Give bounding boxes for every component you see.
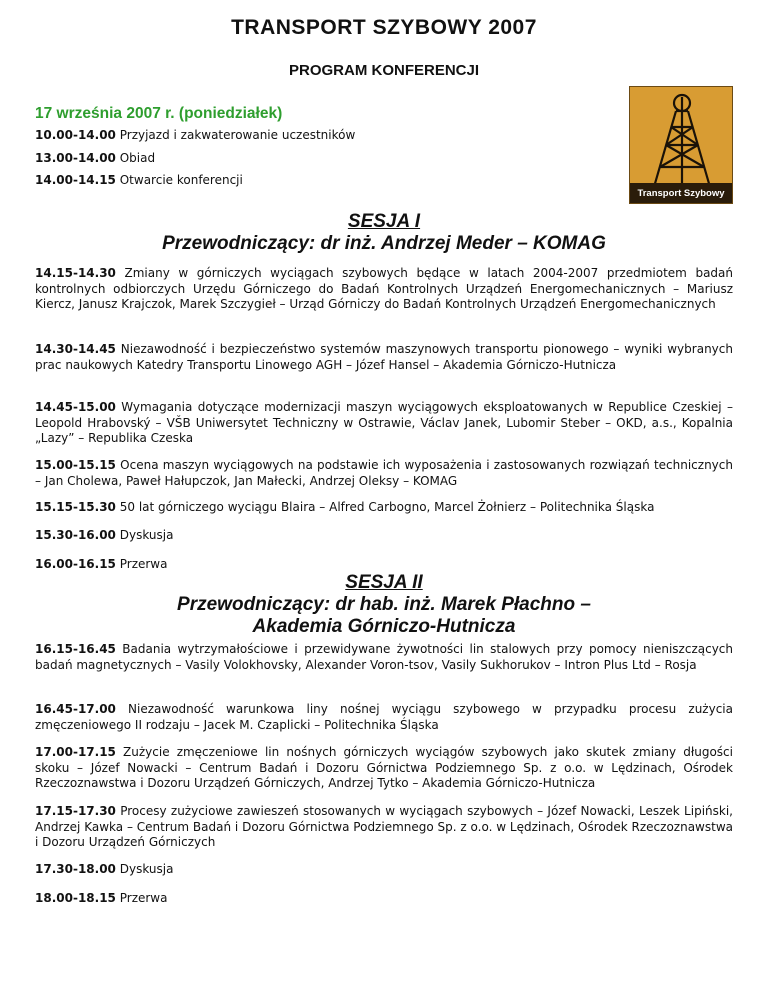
opening-schedule	[35, 128, 595, 196]
session-1-item	[35, 458, 733, 489]
session-2-item	[35, 702, 733, 733]
text: Ocena maszyn wyciągowych na podstawie ich wyposażenia i zastosowanych rozwiązań technicznych – Jan Cholewa, Paweł Hałupczok, Jan Małecki, Andrzej Oleksy – KOMAG	[35, 458, 733, 488]
time: 15.00-15.15	[35, 458, 116, 472]
session-1-item	[35, 528, 733, 544]
time: 16.15-16.45	[35, 642, 116, 656]
schedule-item	[35, 151, 595, 166]
text: Wymagania dotyczące modernizacji maszyn wyciągowych eksploatowanych w Republice Czeskiej – Leopold Hrabovský – VŠB Uniwersytet Techniczny w Ostrawie, Václav Janek, Lubomir Steber – OKD, a.s., Kopalnia „Lazy” – Republika Czeska	[35, 400, 733, 445]
session-chair-line1: Przewodniczący: dr hab. inż. Marek Płachno –	[177, 594, 591, 615]
text: Dyskusja	[119, 528, 174, 542]
time: 10.00-14.00	[35, 128, 116, 142]
text: Zużycie zmęczeniowe lin nośnych górniczych wyciągów szybowych jako skutek zmiany długości skoku – Józef Nowacki – Centrum Badań i Dozoru Górnictwa Podziemnego Sp. z o.o. w Lędzinach, Ośrodek Rzeczoznawstwa i Dozoru Urządzeń Górniczych, Andrzej Tytko – Akademia Górniczo-Hutnicza	[35, 745, 733, 790]
time: 17.15-17.30	[35, 804, 116, 818]
session-label: SESJA I	[347, 211, 421, 232]
time: 14.00-14.15	[35, 173, 116, 187]
page-subtitle: PROGRAM KONFERENCJI	[288, 62, 479, 79]
session-2-item	[35, 745, 733, 792]
text: Obiad	[119, 150, 156, 165]
text: Przyjazd i zakwaterowanie uczestników	[119, 128, 356, 142]
session-1-item	[35, 342, 733, 373]
time: 17.30-18.00	[35, 862, 116, 876]
session-1-item	[35, 400, 733, 447]
time: 17.00-17.15	[35, 745, 116, 759]
session-chair-line2: Akademia Górniczo-Hutnicza	[252, 616, 516, 637]
text: Niezawodność warunkowa liny nośnej wyciągu szybowego w przypadku procesu zużycia zmęczeniowego II rodzaju – Jacek M. Czaplicki – Politechnika Śląska	[35, 702, 733, 732]
session-2-heading	[35, 572, 733, 638]
time: 14.15-14.30	[35, 266, 116, 280]
session-label: SESJA II	[345, 572, 423, 593]
session-1-item	[35, 557, 733, 573]
session-2-item	[35, 642, 733, 673]
time: 16.45-17.00	[35, 702, 116, 716]
day-heading: 17 września 2007 r. (poniedziałek)	[35, 105, 283, 122]
session-chair: Przewodniczący: dr inż. Andrzej Meder – KOMAG	[162, 233, 606, 254]
text: Zmiany w górniczych wyciągach szybowych będące w latach 2004-2007 przedmiotem badań kontrolnych odbiorczych Urzędu Górniczego do Badań Kontrolnych Urządzeń Energomechanicznych – Mariusz Kiercz, Janusz Krajczok, Marek Szczygieł – Urząd Górniczy do Badań Kontrolnych Urządzeń Energomechanicznych	[35, 266, 733, 311]
text: Badania wytrzymałościowe i przewidywane żywotności lin stalowych przy pomocy nieniszczących badań magnetycznych – Vasily Volokhovsky, Alexander Voron-tsov, Vasily Sukhorukov – Intron Plus Ltd – Rosja	[35, 642, 733, 672]
time: 14.30-14.45	[35, 342, 116, 356]
text: Przerwa	[119, 891, 168, 905]
text: Przerwa	[119, 557, 168, 571]
session-1-item	[35, 500, 733, 516]
text: 50 lat górniczego wyciągu Blaira – Alfred Carbogno, Marcel Żołnierz – Politechnika Śląska	[119, 500, 655, 514]
session-2-item	[35, 804, 733, 851]
time: 18.00-18.15	[35, 891, 116, 905]
session-1-item	[35, 266, 733, 313]
conference-logo	[629, 86, 733, 204]
schedule-item	[35, 128, 595, 143]
time: 15.30-16.00	[35, 528, 116, 542]
session-1-heading	[35, 211, 733, 255]
time: 14.45-15.00	[35, 400, 116, 414]
time: 13.00-14.00	[35, 150, 116, 165]
session-2-item	[35, 862, 733, 878]
session-2-item	[35, 891, 733, 907]
logo-text: Transport Szybowy	[637, 188, 725, 199]
headframe-tower-icon	[630, 87, 732, 203]
text: Niezawodność i bezpieczeństwo systemów maszynowych transportu pionowego – wyniki wybranych prac naukowych Katedry Transportu Linowego AGH – Józef Hansel – Akademia Górniczo-Hutnicza	[35, 342, 733, 372]
page-title: TRANSPORT SZYBOWY 2007	[231, 16, 537, 39]
text: Dyskusja	[119, 862, 174, 876]
schedule-item	[35, 173, 595, 188]
text: Procesy zużyciowe zawieszeń stosowanych w wyciągach szybowych – Józef Nowacki, Leszek Lipiński, Andrzej Kawka – Centrum Badań i Dozoru Górnictwa Podziemnego Sp. z o.o. w Lędzinach, Ośrodek Rzeczoznawstwa i Dozoru Urządzeń Górniczych	[35, 804, 733, 849]
text: Otwarcie konferencji	[119, 173, 243, 187]
time: 16.00-16.15	[35, 557, 116, 571]
time: 15.15-15.30	[35, 500, 116, 514]
